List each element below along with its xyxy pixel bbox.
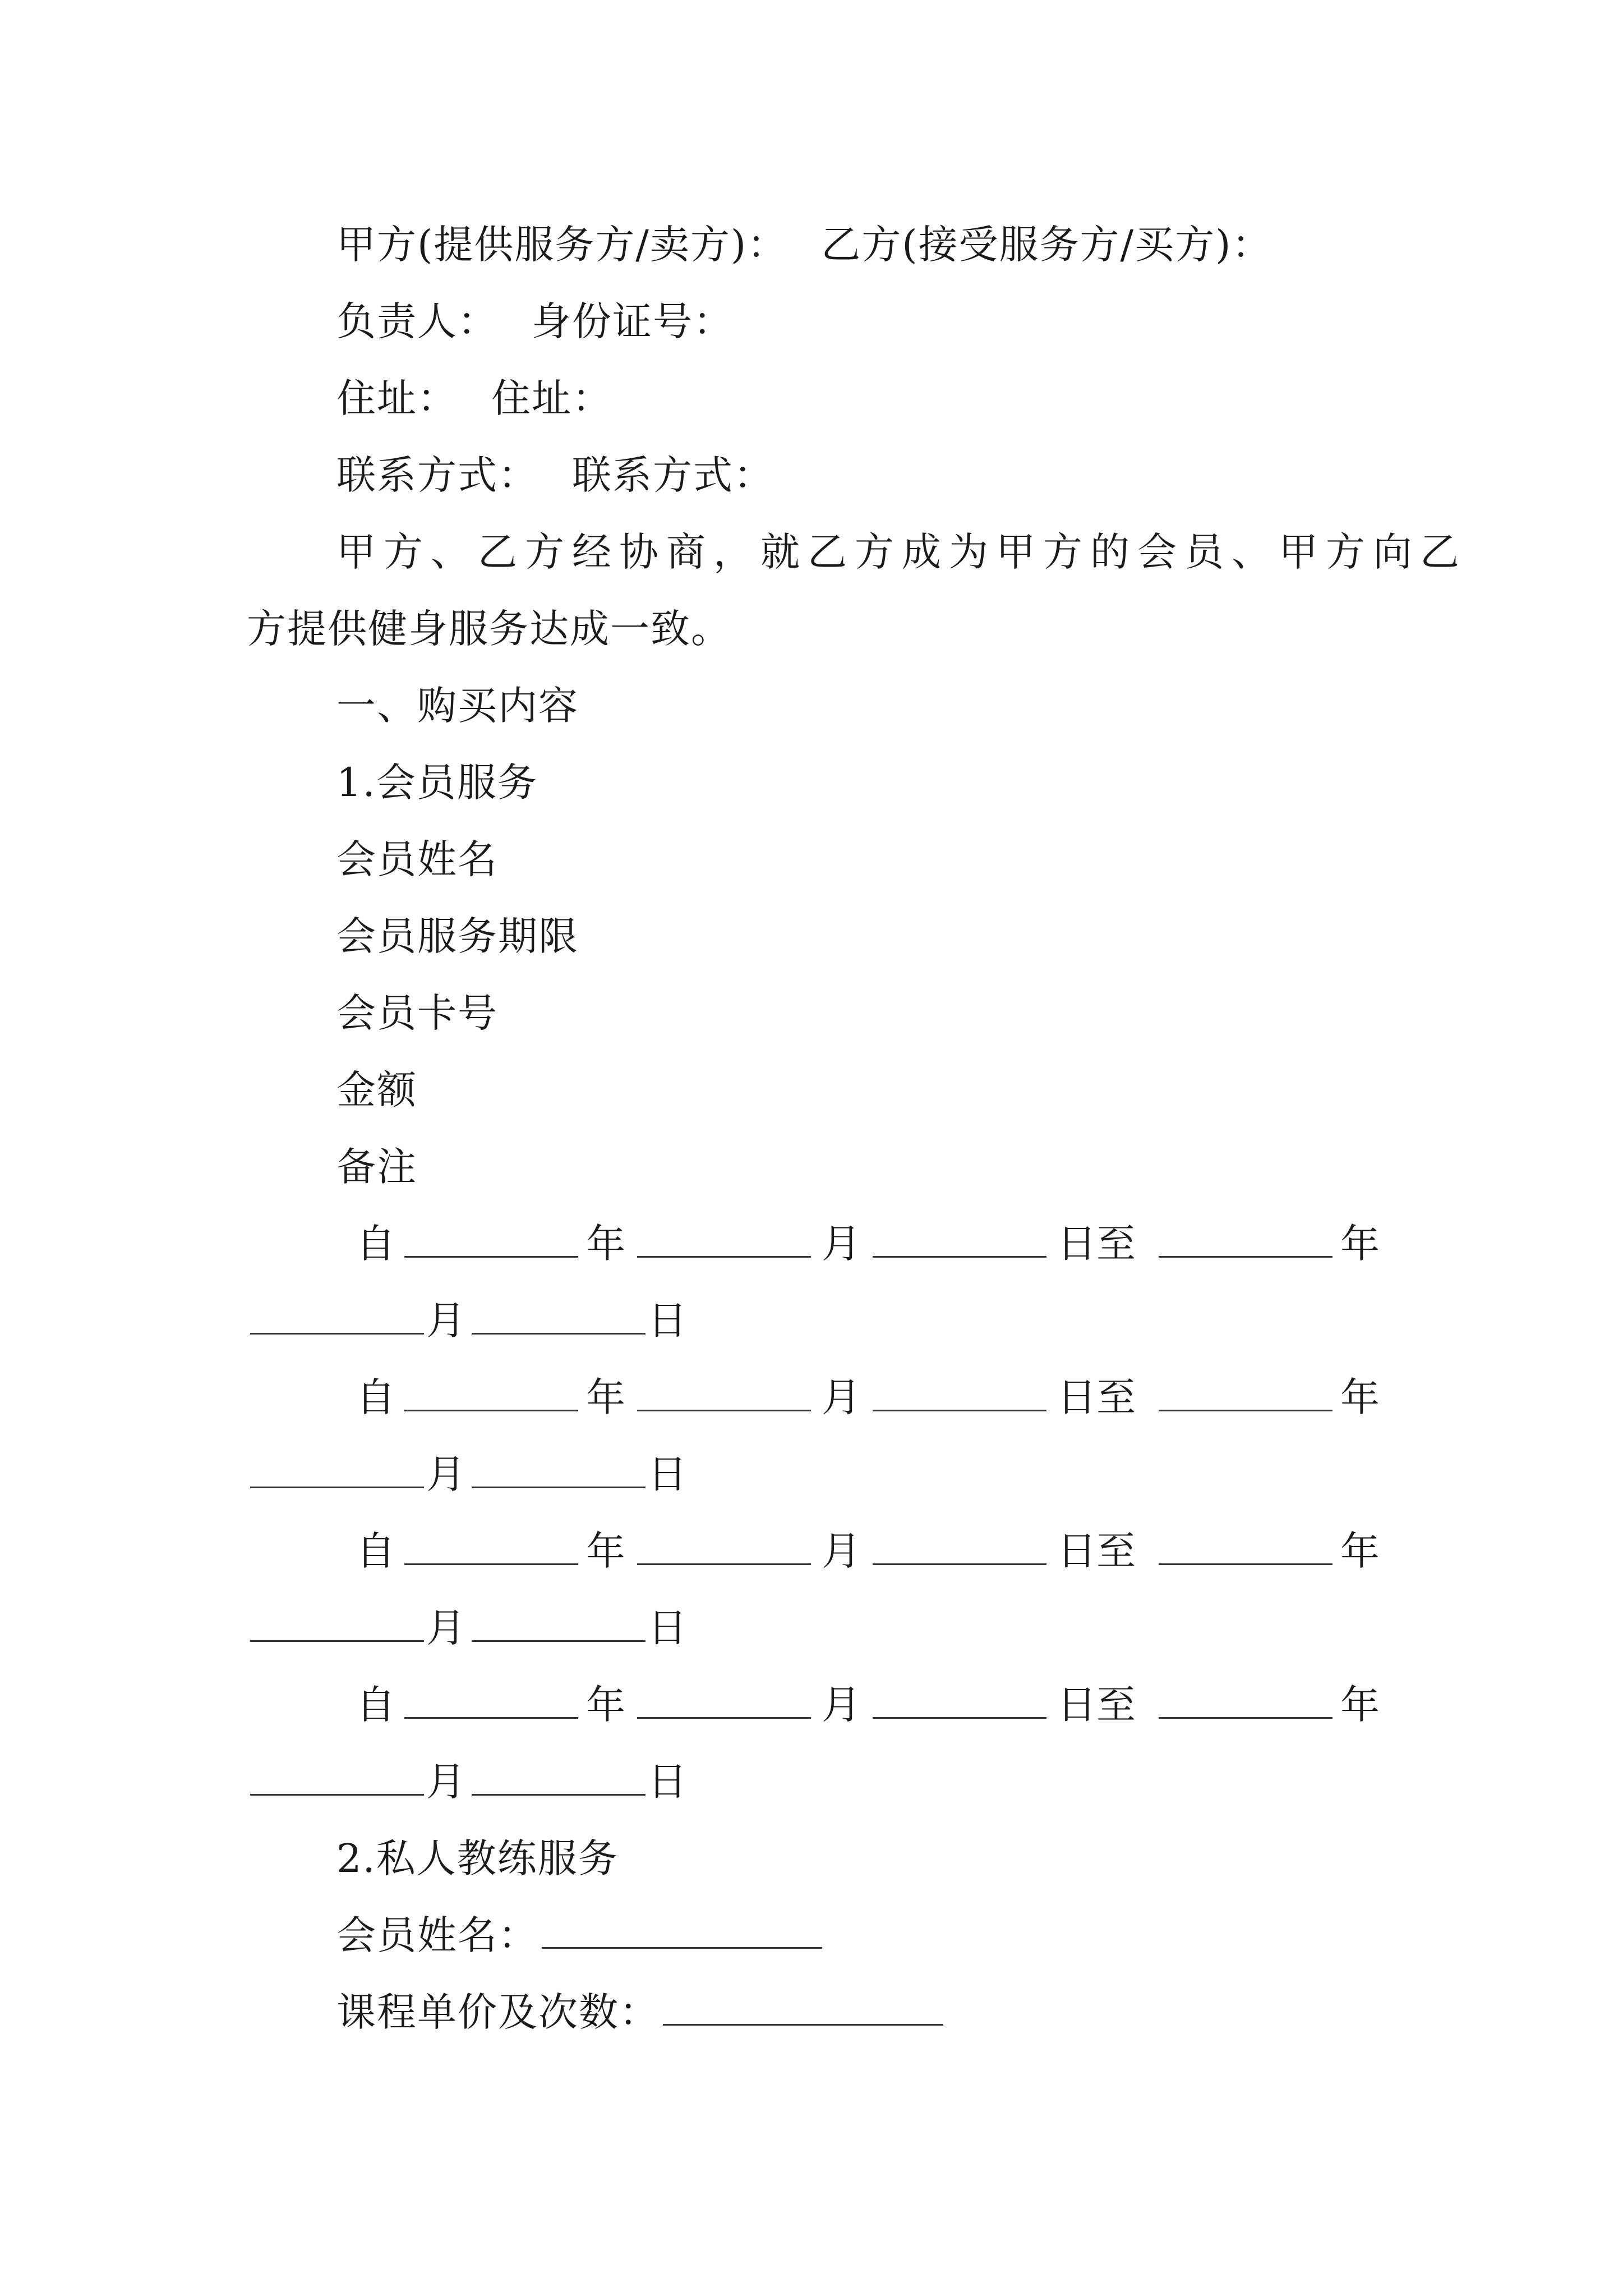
- end-day-blank[interactable]: [472, 1601, 645, 1642]
- year-label: 年: [586, 1528, 625, 1574]
- day-blank[interactable]: [873, 1524, 1046, 1565]
- end-year-label: 年: [1340, 1374, 1380, 1420]
- month-label: 月: [822, 1221, 861, 1267]
- end-month-label: 月: [426, 1605, 465, 1651]
- end-month-label: 月: [426, 1759, 465, 1805]
- pt-member-name-blank[interactable]: [542, 1911, 822, 1949]
- address-a-label: 住址：: [336, 375, 458, 421]
- field-amount: 金额: [336, 1067, 417, 1113]
- day-to-label: 日至: [1057, 1528, 1136, 1574]
- end-month-blank[interactable]: [250, 1601, 424, 1642]
- month-blank[interactable]: [637, 1370, 811, 1411]
- end-day-label: 日: [648, 1759, 687, 1805]
- year-blank[interactable]: [404, 1524, 578, 1565]
- end-month-blank[interactable]: [250, 1447, 424, 1488]
- party-a-label: 甲方(提供服务方/卖方)：: [336, 222, 788, 268]
- contact-line: [336, 448, 774, 502]
- address-b-label: 住址：: [491, 375, 612, 421]
- date-from-label: 自: [356, 1221, 395, 1267]
- date-from-label: 自: [356, 1528, 395, 1574]
- month-label: 月: [822, 1682, 861, 1728]
- pt-price-count-blank[interactable]: [663, 1988, 943, 2026]
- month-blank[interactable]: [637, 1217, 811, 1258]
- month-label: 月: [822, 1528, 861, 1574]
- year-label: 年: [586, 1682, 625, 1728]
- date-from-label: 自: [356, 1682, 395, 1728]
- pt-price-count-line: [336, 1985, 947, 2039]
- month-blank[interactable]: [637, 1678, 811, 1719]
- year-label: 年: [586, 1221, 625, 1267]
- contact-b-label: 联系方式：: [572, 452, 774, 498]
- day-blank[interactable]: [873, 1678, 1046, 1719]
- field-remarks: 备注: [336, 1144, 417, 1190]
- id-number-label: 身份证号：: [532, 298, 734, 344]
- end-month-blank[interactable]: [250, 1294, 424, 1335]
- intro-paragraph-line-1: 甲方、乙方经协商，就乙方成为甲方的会员、甲方向乙: [336, 529, 1467, 575]
- party-line: [336, 218, 1272, 272]
- day-blank[interactable]: [873, 1370, 1046, 1411]
- responsible-line: [336, 295, 734, 348]
- end-day-blank[interactable]: [472, 1755, 645, 1796]
- address-line: [336, 371, 612, 425]
- field-service-period: 会员服务期限: [336, 913, 579, 959]
- year-blank[interactable]: [404, 1678, 578, 1719]
- pt-member-name-label: 会员姓名：: [336, 1912, 538, 1958]
- contact-a-label: 联系方式：: [336, 452, 538, 498]
- intro-paragraph-line-2: 方提供健身服务达成一致。: [247, 606, 731, 652]
- month-label: 月: [822, 1374, 861, 1420]
- subsection-heading-personal-training: 2.私人教练服务: [336, 1835, 619, 1881]
- end-day-label: 日: [648, 1605, 687, 1651]
- end-year-label: 年: [1340, 1682, 1380, 1728]
- day-to-label: 日至: [1057, 1374, 1136, 1420]
- field-card-number: 会员卡号: [336, 990, 498, 1036]
- end-year-blank[interactable]: [1159, 1524, 1332, 1565]
- end-month-label: 月: [426, 1297, 465, 1343]
- end-day-label: 日: [648, 1297, 687, 1343]
- pt-member-name-line: [336, 1908, 826, 1962]
- year-blank[interactable]: [404, 1370, 578, 1411]
- year-label: 年: [586, 1374, 625, 1420]
- subsection-heading-membership: 1.会员服务: [336, 760, 538, 806]
- day-to-label: 日至: [1057, 1221, 1136, 1267]
- end-year-label: 年: [1340, 1221, 1380, 1267]
- end-day-label: 日: [648, 1451, 687, 1497]
- day-blank[interactable]: [873, 1217, 1046, 1258]
- end-day-blank[interactable]: [472, 1447, 645, 1488]
- date-from-label: 自: [356, 1374, 395, 1420]
- pt-price-count-label: 课程单价及次数：: [336, 1989, 660, 2035]
- end-month-blank[interactable]: [250, 1755, 424, 1796]
- party-b-label: 乙方(接受服务方/买方)：: [821, 222, 1272, 268]
- end-day-blank[interactable]: [472, 1294, 645, 1335]
- field-member-name: 会员姓名: [336, 836, 498, 882]
- section-heading-purchase: 一、购买内容: [336, 683, 579, 729]
- end-year-blank[interactable]: [1159, 1370, 1332, 1411]
- end-year-blank[interactable]: [1159, 1678, 1332, 1719]
- day-to-label: 日至: [1057, 1682, 1136, 1728]
- end-year-label: 年: [1340, 1528, 1380, 1574]
- end-month-label: 月: [426, 1451, 465, 1497]
- year-blank[interactable]: [404, 1217, 578, 1258]
- month-blank[interactable]: [637, 1524, 811, 1565]
- responsible-label: 负责人：: [336, 298, 498, 344]
- end-year-blank[interactable]: [1159, 1217, 1332, 1258]
